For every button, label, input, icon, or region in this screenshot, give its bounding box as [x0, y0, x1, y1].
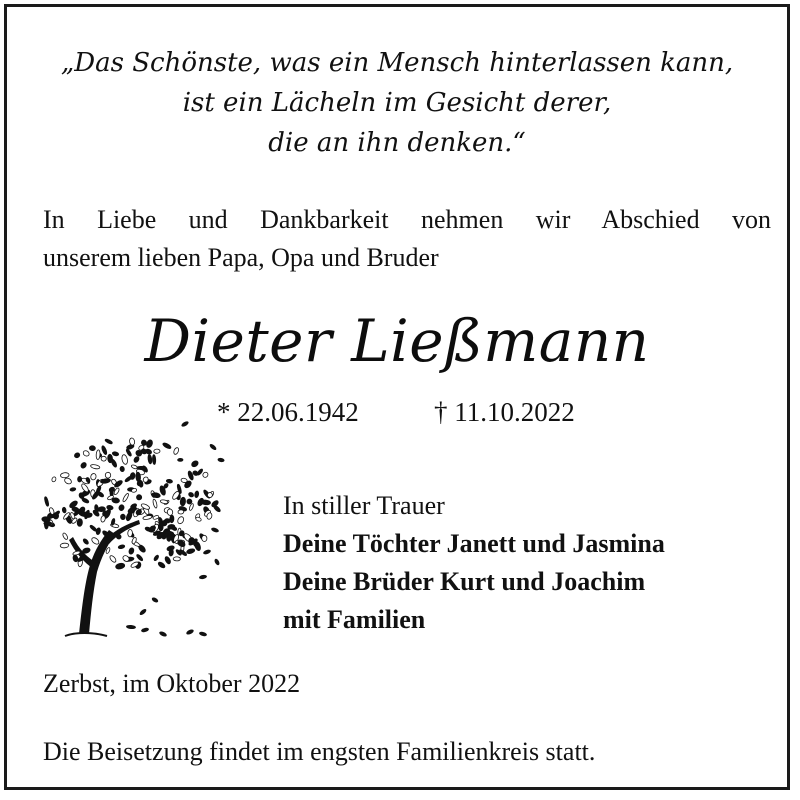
farewell-intro [43, 201, 771, 277]
intro-line-1: In Liebe und Dankbarkeit nehmen wir Abschied von [43, 205, 771, 234]
mourners-line-3: mit Familien [283, 605, 426, 634]
quote-line-1: „Das Schönste, was ein Mensch hinterlassen kann, [60, 48, 734, 78]
mourners-line-2: Deine Brüder Kurt und Joachim [283, 567, 646, 596]
birth-date: * 22.06.1942 [217, 397, 359, 427]
mourners-line-1: Deine Töchter Janett und Jasmina [283, 529, 665, 558]
burial-note: Die Beisetzung findet im engsten Familienkreis statt. [43, 737, 596, 766]
deceased-name: Dieter Ließmann [144, 307, 650, 375]
intro-line-2: unserem lieben Papa, Opa und Bruder [43, 243, 439, 272]
memorial-quote [7, 43, 787, 163]
obituary-notice [4, 4, 790, 790]
quote-line-2: ist ein Lächeln im Gesicht derer, [182, 88, 612, 118]
mourning-heading: In stiller Trauer [283, 491, 445, 520]
mourners-block [283, 487, 665, 639]
tree-with-falling-leaves-icon [35, 412, 235, 647]
quote-line-3: die an ihn denken.“ [268, 128, 526, 158]
death-date: † 11.10.2022 [434, 397, 575, 427]
place-and-date: Zerbst, im Oktober 2022 [43, 669, 301, 698]
